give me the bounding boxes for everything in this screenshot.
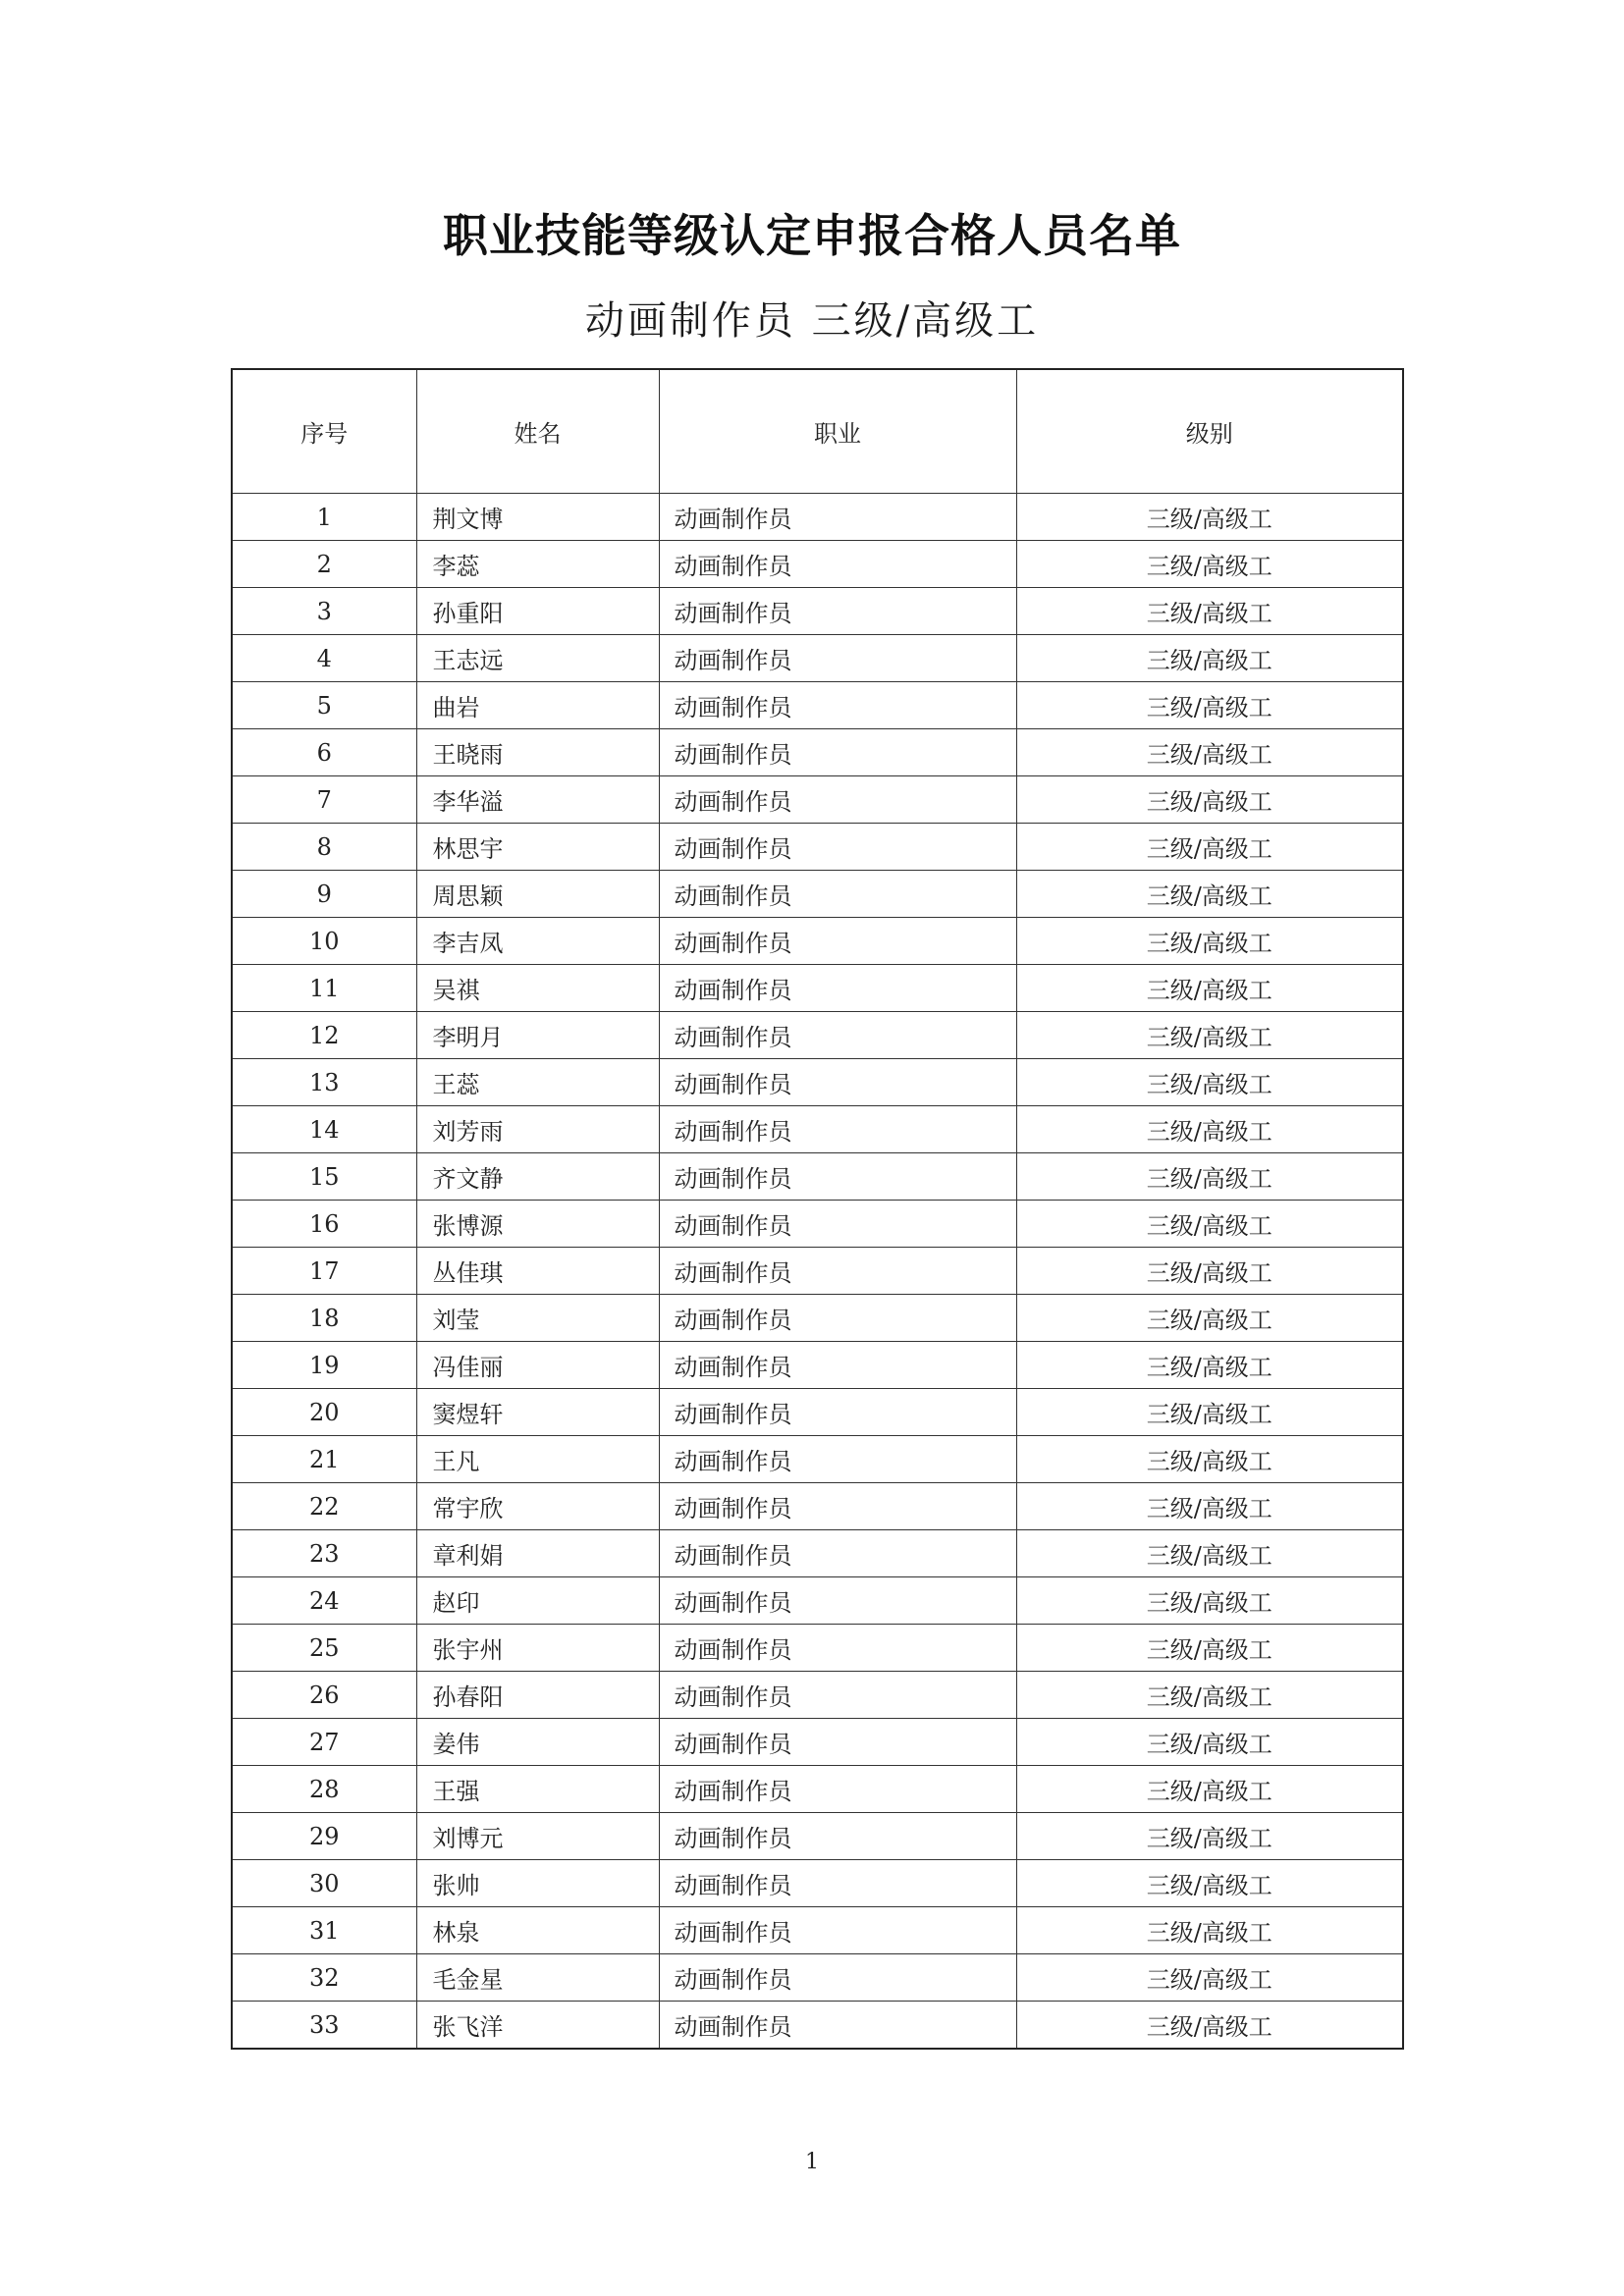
- person-name: 冯佳丽: [416, 1342, 659, 1389]
- table-row: [232, 1766, 1403, 1813]
- row-number: 17: [232, 1248, 416, 1295]
- table-row: [232, 1672, 1403, 1719]
- row-number: 32: [232, 1954, 416, 2002]
- level-cell: 三级/高级工: [1016, 1530, 1403, 1577]
- table-row: [232, 588, 1403, 635]
- level-cell: 三级/高级工: [1016, 635, 1403, 682]
- level-cell: 三级/高级工: [1016, 1059, 1403, 1106]
- table-row: [232, 1201, 1403, 1248]
- level-cell: 三级/高级工: [1016, 1106, 1403, 1153]
- table-body: [232, 494, 1403, 2050]
- level-cell: 三级/高级工: [1016, 1153, 1403, 1201]
- person-name: 李蕊: [416, 541, 659, 588]
- level-cell: 三级/高级工: [1016, 1954, 1403, 2002]
- person-name: 林思宇: [416, 824, 659, 871]
- row-number: 11: [232, 965, 416, 1012]
- document-subtitle: 动画制作员 三级/高级工: [584, 298, 1040, 344]
- row-number: 7: [232, 776, 416, 824]
- occupation-cell: 动画制作员: [659, 1201, 1016, 1248]
- level-cell: 三级/高级工: [1016, 1719, 1403, 1766]
- row-number: 33: [232, 2002, 416, 2050]
- level-cell: 三级/高级工: [1016, 729, 1403, 776]
- row-number: 18: [232, 1295, 416, 1342]
- level-cell: 三级/高级工: [1016, 1295, 1403, 1342]
- table-row: [232, 871, 1403, 918]
- row-number: 28: [232, 1766, 416, 1813]
- header-name: 姓名: [416, 369, 659, 494]
- occupation-cell: 动画制作员: [659, 1625, 1016, 1672]
- occupation-cell: 动画制作员: [659, 1106, 1016, 1153]
- row-number: 10: [232, 918, 416, 965]
- row-number: 20: [232, 1389, 416, 1436]
- occupation-cell: 动画制作员: [659, 1577, 1016, 1625]
- person-name: 李华溢: [416, 776, 659, 824]
- level-cell: 三级/高级工: [1016, 1436, 1403, 1483]
- level-cell: 三级/高级工: [1016, 1201, 1403, 1248]
- person-name: 孙重阳: [416, 588, 659, 635]
- row-number: 5: [232, 682, 416, 729]
- person-name: 王强: [416, 1766, 659, 1813]
- row-number: 15: [232, 1153, 416, 1201]
- occupation-cell: 动画制作员: [659, 588, 1016, 635]
- row-number: 12: [232, 1012, 416, 1059]
- person-name: 张宇州: [416, 1625, 659, 1672]
- person-name: 丛佳琪: [416, 1248, 659, 1295]
- row-number: 29: [232, 1813, 416, 1860]
- row-number: 2: [232, 541, 416, 588]
- table-row: [232, 541, 1403, 588]
- person-name: 张飞洋: [416, 2002, 659, 2050]
- occupation-cell: 动画制作员: [659, 682, 1016, 729]
- occupation-cell: 动画制作员: [659, 1672, 1016, 1719]
- table-row: [232, 1153, 1403, 1201]
- table-row: [232, 1813, 1403, 1860]
- person-name: 孙春阳: [416, 1672, 659, 1719]
- table-row: [232, 1059, 1403, 1106]
- level-cell: 三级/高级工: [1016, 776, 1403, 824]
- occupation-cell: 动画制作员: [659, 729, 1016, 776]
- row-number: 14: [232, 1106, 416, 1153]
- table-row: [232, 1389, 1403, 1436]
- table-row: [232, 2002, 1403, 2050]
- occupation-cell: 动画制作员: [659, 824, 1016, 871]
- header-row: [232, 369, 1403, 494]
- row-number: 4: [232, 635, 416, 682]
- row-number: 6: [232, 729, 416, 776]
- row-number: 16: [232, 1201, 416, 1248]
- table-row: [232, 1295, 1403, 1342]
- occupation-cell: 动画制作员: [659, 2002, 1016, 2050]
- table-row: [232, 1719, 1403, 1766]
- person-name: 张帅: [416, 1860, 659, 1907]
- level-cell: 三级/高级工: [1016, 1389, 1403, 1436]
- level-cell: 三级/高级工: [1016, 2002, 1403, 2050]
- row-number: 8: [232, 824, 416, 871]
- table-header: [232, 369, 1403, 494]
- page-number: 1: [805, 2150, 819, 2174]
- table-row: [232, 1577, 1403, 1625]
- level-cell: 三级/高级工: [1016, 1342, 1403, 1389]
- table-row: [232, 1342, 1403, 1389]
- person-name: 王蕊: [416, 1059, 659, 1106]
- table-row: [232, 1248, 1403, 1295]
- person-name: 窦煜轩: [416, 1389, 659, 1436]
- table-row: [232, 1954, 1403, 2002]
- table-row: [232, 824, 1403, 871]
- occupation-cell: 动画制作员: [659, 1342, 1016, 1389]
- table-row: [232, 1436, 1403, 1483]
- person-name: 王晓雨: [416, 729, 659, 776]
- table-row: [232, 965, 1403, 1012]
- occupation-cell: 动画制作员: [659, 1012, 1016, 1059]
- level-cell: 三级/高级工: [1016, 824, 1403, 871]
- table-row: [232, 1530, 1403, 1577]
- row-number: 1: [232, 494, 416, 541]
- occupation-cell: 动画制作员: [659, 1860, 1016, 1907]
- level-cell: 三级/高级工: [1016, 1625, 1403, 1672]
- row-number: 21: [232, 1436, 416, 1483]
- person-name: 姜伟: [416, 1719, 659, 1766]
- row-number: 26: [232, 1672, 416, 1719]
- row-number: 19: [232, 1342, 416, 1389]
- row-number: 9: [232, 871, 416, 918]
- level-cell: 三级/高级工: [1016, 541, 1403, 588]
- person-name: 毛金星: [416, 1954, 659, 2002]
- header-occupation: 职业: [659, 369, 1016, 494]
- person-name: 张博源: [416, 1201, 659, 1248]
- row-number: 13: [232, 1059, 416, 1106]
- level-cell: 三级/高级工: [1016, 1577, 1403, 1625]
- person-name: 刘博元: [416, 1813, 659, 1860]
- row-number: 3: [232, 588, 416, 635]
- level-cell: 三级/高级工: [1016, 682, 1403, 729]
- level-cell: 三级/高级工: [1016, 1012, 1403, 1059]
- person-name: 王志远: [416, 635, 659, 682]
- person-name: 赵印: [416, 1577, 659, 1625]
- table-row: [232, 1012, 1403, 1059]
- table-row: [232, 682, 1403, 729]
- person-name: 常宇欣: [416, 1483, 659, 1530]
- occupation-cell: 动画制作员: [659, 965, 1016, 1012]
- person-name: 荆文博: [416, 494, 659, 541]
- occupation-cell: 动画制作员: [659, 1483, 1016, 1530]
- header-no: 序号: [232, 369, 416, 494]
- occupation-cell: 动画制作员: [659, 1436, 1016, 1483]
- occupation-cell: 动画制作员: [659, 635, 1016, 682]
- occupation-cell: 动画制作员: [659, 1954, 1016, 2002]
- person-name: 李吉凤: [416, 918, 659, 965]
- table-row: [232, 1907, 1403, 1954]
- table-row: [232, 635, 1403, 682]
- table-row: [232, 494, 1403, 541]
- row-number: 23: [232, 1530, 416, 1577]
- level-cell: 三级/高级工: [1016, 588, 1403, 635]
- occupation-cell: 动画制作员: [659, 776, 1016, 824]
- occupation-cell: 动画制作员: [659, 1719, 1016, 1766]
- roster-table: [231, 368, 1404, 2050]
- person-name: 周思颖: [416, 871, 659, 918]
- level-cell: 三级/高级工: [1016, 965, 1403, 1012]
- person-name: 曲岩: [416, 682, 659, 729]
- occupation-cell: 动画制作员: [659, 1766, 1016, 1813]
- table-row: [232, 729, 1403, 776]
- row-number: 22: [232, 1483, 416, 1530]
- occupation-cell: 动画制作员: [659, 1153, 1016, 1201]
- level-cell: 三级/高级工: [1016, 1860, 1403, 1907]
- occupation-cell: 动画制作员: [659, 494, 1016, 541]
- occupation-cell: 动画制作员: [659, 1389, 1016, 1436]
- person-name: 李明月: [416, 1012, 659, 1059]
- table-row: [232, 1483, 1403, 1530]
- person-name: 王凡: [416, 1436, 659, 1483]
- level-cell: 三级/高级工: [1016, 1672, 1403, 1719]
- occupation-cell: 动画制作员: [659, 1059, 1016, 1106]
- table-row: [232, 1625, 1403, 1672]
- occupation-cell: 动画制作员: [659, 541, 1016, 588]
- level-cell: 三级/高级工: [1016, 871, 1403, 918]
- person-name: 齐文静: [416, 1153, 659, 1201]
- occupation-cell: 动画制作员: [659, 871, 1016, 918]
- occupation-cell: 动画制作员: [659, 1248, 1016, 1295]
- occupation-cell: 动画制作员: [659, 1530, 1016, 1577]
- level-cell: 三级/高级工: [1016, 494, 1403, 541]
- level-cell: 三级/高级工: [1016, 1907, 1403, 1954]
- table-row: [232, 918, 1403, 965]
- person-name: 林泉: [416, 1907, 659, 1954]
- occupation-cell: 动画制作员: [659, 1295, 1016, 1342]
- header-level: 级别: [1016, 369, 1403, 494]
- level-cell: 三级/高级工: [1016, 1248, 1403, 1295]
- row-number: 27: [232, 1719, 416, 1766]
- level-cell: 三级/高级工: [1016, 1813, 1403, 1860]
- document-title: 职业技能等级认定申报合格人员名单: [443, 209, 1181, 262]
- table-row: [232, 1106, 1403, 1153]
- table-row: [232, 776, 1403, 824]
- occupation-cell: 动画制作员: [659, 1813, 1016, 1860]
- level-cell: 三级/高级工: [1016, 1483, 1403, 1530]
- occupation-cell: 动画制作员: [659, 918, 1016, 965]
- person-name: 刘莹: [416, 1295, 659, 1342]
- person-name: 章利娟: [416, 1530, 659, 1577]
- row-number: 24: [232, 1577, 416, 1625]
- level-cell: 三级/高级工: [1016, 918, 1403, 965]
- row-number: 31: [232, 1907, 416, 1954]
- row-number: 25: [232, 1625, 416, 1672]
- row-number: 30: [232, 1860, 416, 1907]
- level-cell: 三级/高级工: [1016, 1766, 1403, 1813]
- occupation-cell: 动画制作员: [659, 1907, 1016, 1954]
- person-name: 刘芳雨: [416, 1106, 659, 1153]
- table-row: [232, 1860, 1403, 1907]
- person-name: 吴祺: [416, 965, 659, 1012]
